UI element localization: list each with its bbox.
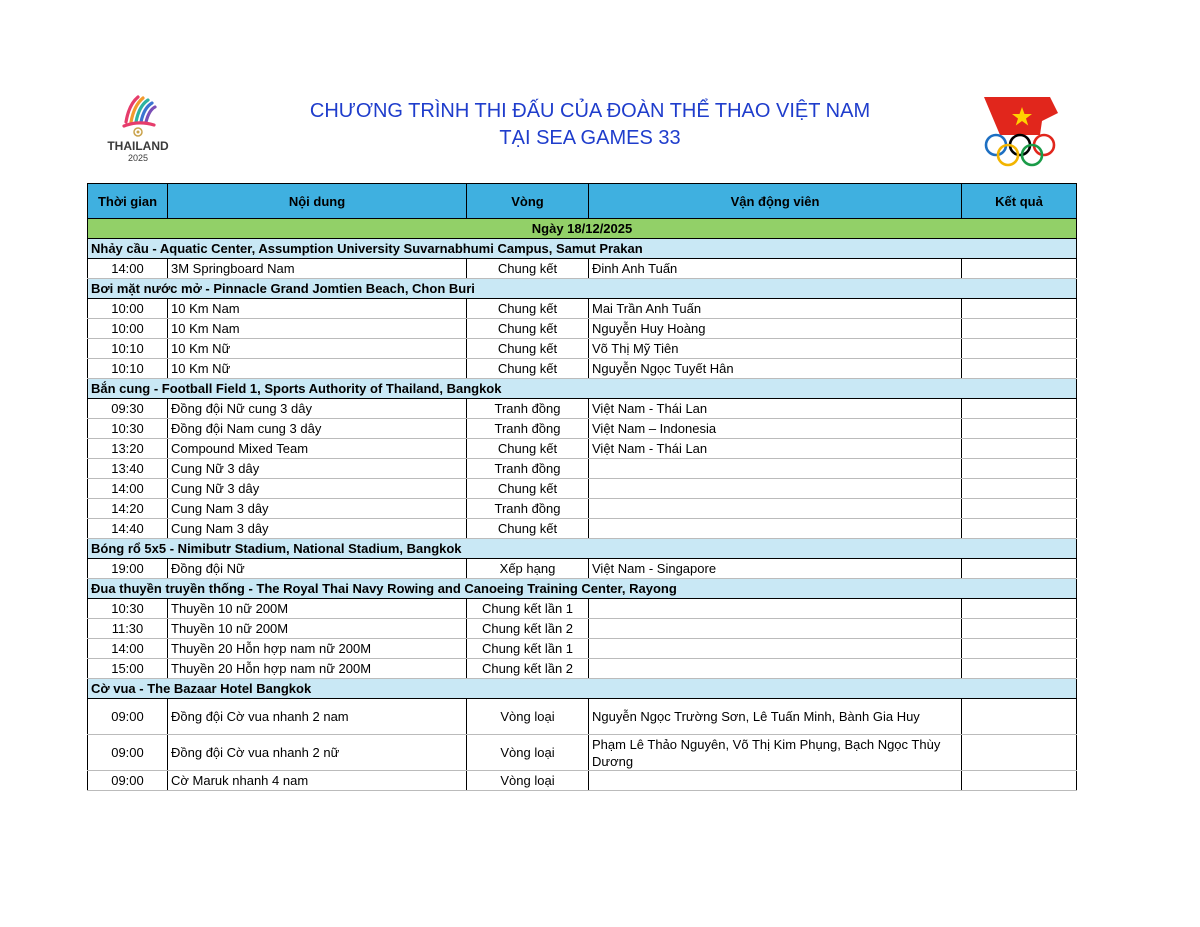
event-athlete: [589, 599, 962, 619]
section-title: Cờ vua - The Bazaar Hotel Bangkok: [88, 679, 1077, 699]
event-athlete: Phạm Lê Thảo Nguyên, Võ Thị Kim Phụng, Bạch Ngọc Thùy Dương: [589, 735, 962, 771]
page-title: [200, 98, 980, 152]
event-time: 14:00: [88, 639, 168, 659]
event-time: 14:40: [88, 519, 168, 539]
table-row: [88, 559, 1077, 579]
event-round: Chung kết lần 1: [467, 639, 589, 659]
column-header-round: Vòng: [467, 184, 589, 219]
event-round: Chung kết lần 2: [467, 619, 589, 639]
sea-games-thailand-logo: [98, 92, 178, 166]
table-row: [88, 699, 1077, 735]
event-time: 09:00: [88, 771, 168, 791]
event-round: Tranh đồng: [467, 419, 589, 439]
table-row: [88, 319, 1077, 339]
column-header-content: Nội dung: [168, 184, 467, 219]
event-time: 11:30: [88, 619, 168, 639]
event-athlete: Đinh Anh Tuấn: [589, 259, 962, 279]
column-header-time: Thời gian: [88, 184, 168, 219]
column-header-result: Kết quả: [962, 184, 1077, 219]
table-header-row: [88, 184, 1077, 219]
event-content: 10 Km Nữ: [168, 359, 467, 379]
day-label: Ngày 18/12/2025: [88, 219, 1077, 239]
logo-text: THAILAND: [107, 139, 169, 153]
event-result: [962, 319, 1077, 339]
section-row: [88, 679, 1077, 699]
event-athlete: Võ Thị Mỹ Tiên: [589, 339, 962, 359]
event-result: [962, 459, 1077, 479]
event-result: [962, 659, 1077, 679]
event-athlete: [589, 639, 962, 659]
table-row: [88, 479, 1077, 499]
table-row: [88, 599, 1077, 619]
table-row: [88, 399, 1077, 419]
table-row: [88, 499, 1077, 519]
event-athlete: Việt Nam – Indonesia: [589, 419, 962, 439]
event-time: 14:20: [88, 499, 168, 519]
event-round: Chung kết: [467, 259, 589, 279]
event-round: Xếp hạng: [467, 559, 589, 579]
event-content: Đồng đội Cờ vua nhanh 2 nam: [168, 699, 467, 735]
event-athlete: [589, 619, 962, 639]
event-content: 10 Km Nữ: [168, 339, 467, 359]
event-result: [962, 419, 1077, 439]
table-row: [88, 459, 1077, 479]
table-row: [88, 735, 1077, 771]
event-round: Vòng loại: [467, 735, 589, 771]
event-athlete: Nguyễn Ngọc Trường Sơn, Lê Tuấn Minh, Bành Gia Huy: [589, 699, 962, 735]
event-result: [962, 339, 1077, 359]
event-time: 13:40: [88, 459, 168, 479]
event-result: [962, 735, 1077, 771]
event-round: Chung kết: [467, 479, 589, 499]
event-result: [962, 771, 1077, 791]
event-time: 14:00: [88, 259, 168, 279]
table-row: [88, 359, 1077, 379]
event-athlete: [589, 519, 962, 539]
event-time: 10:10: [88, 339, 168, 359]
event-content: Cung Nam 3 dây: [168, 519, 467, 539]
event-time: 09:30: [88, 399, 168, 419]
event-content: Cung Nữ 3 dây: [168, 479, 467, 499]
event-result: [962, 639, 1077, 659]
event-athlete: Việt Nam - Thái Lan: [589, 439, 962, 459]
event-content: Đồng đội Nữ: [168, 559, 467, 579]
event-content: Thuyền 10 nữ 200M: [168, 599, 467, 619]
section-row: [88, 539, 1077, 559]
vietnam-olympic-logo: [980, 95, 1064, 169]
event-time: 09:00: [88, 699, 168, 735]
event-round: Chung kết lần 2: [467, 659, 589, 679]
event-content: Đồng đội Cờ vua nhanh 2 nữ: [168, 735, 467, 771]
event-content: Thuyền 20 Hỗn hợp nam nữ 200M: [168, 639, 467, 659]
event-athlete: [589, 459, 962, 479]
event-round: Vòng loại: [467, 771, 589, 791]
event-content: Cờ Maruk nhanh 4 nam: [168, 771, 467, 791]
section-title: Bơi mặt nước mở - Pinnacle Grand Jomtien Beach, Chon Buri: [88, 279, 1077, 299]
event-content: 10 Km Nam: [168, 299, 467, 319]
event-round: Chung kết: [467, 439, 589, 459]
table-row: [88, 771, 1077, 791]
section-row: [88, 379, 1077, 399]
event-time: 10:30: [88, 599, 168, 619]
table-row: [88, 519, 1077, 539]
event-result: [962, 499, 1077, 519]
event-content: 10 Km Nam: [168, 319, 467, 339]
section-title: Bắn cung - Football Field 1, Sports Authority of Thailand, Bangkok: [88, 379, 1077, 399]
section-row: [88, 239, 1077, 259]
event-result: [962, 399, 1077, 419]
day-row: [88, 219, 1077, 239]
event-round: Chung kết: [467, 339, 589, 359]
event-athlete: Nguyễn Ngọc Tuyết Hân: [589, 359, 962, 379]
table-row: [88, 639, 1077, 659]
event-content: Compound Mixed Team: [168, 439, 467, 459]
event-time: 14:00: [88, 479, 168, 499]
schedule-table: [87, 183, 1077, 791]
event-athlete: Việt Nam - Thái Lan: [589, 399, 962, 419]
event-time: 15:00: [88, 659, 168, 679]
event-athlete: [589, 771, 962, 791]
section-row: [88, 279, 1077, 299]
section-row: [88, 579, 1077, 599]
event-content: Cung Nam 3 dây: [168, 499, 467, 519]
event-result: [962, 619, 1077, 639]
schedule-body: [88, 219, 1077, 791]
event-content: Thuyền 20 Hỗn hợp nam nữ 200M: [168, 659, 467, 679]
table-row: [88, 339, 1077, 359]
table-row: [88, 299, 1077, 319]
vietnam-flag-olympic-rings-icon: [980, 95, 1064, 169]
event-athlete: Mai Trần Anh Tuấn: [589, 299, 962, 319]
event-time: 19:00: [88, 559, 168, 579]
event-result: [962, 259, 1077, 279]
event-round: Chung kết: [467, 519, 589, 539]
event-result: [962, 479, 1077, 499]
table-row: [88, 259, 1077, 279]
table-row: [88, 419, 1077, 439]
event-content: Cung Nữ 3 dây: [168, 459, 467, 479]
event-time: 10:00: [88, 319, 168, 339]
event-content: 3M Springboard Nam: [168, 259, 467, 279]
event-athlete: [589, 479, 962, 499]
event-athlete: Nguyễn Huy Hoàng: [589, 319, 962, 339]
table-row: [88, 439, 1077, 459]
event-result: [962, 359, 1077, 379]
event-time: 10:30: [88, 419, 168, 439]
event-content: Đồng đội Nam cung 3 dây: [168, 419, 467, 439]
event-result: [962, 599, 1077, 619]
section-title: Nhảy cầu - Aquatic Center, Assumption University Suvarnabhumi Campus, Samut Prakan: [88, 239, 1077, 259]
event-result: [962, 439, 1077, 459]
event-result: [962, 559, 1077, 579]
logo-year: 2025: [127, 153, 149, 163]
event-time: 13:20: [88, 439, 168, 459]
event-athlete: [589, 499, 962, 519]
column-header-athlete: Vận động viên: [589, 184, 962, 219]
event-time: 10:00: [88, 299, 168, 319]
title-line-1: CHƯƠNG TRÌNH THI ĐẤU CỦA ĐOÀN THỂ THAO VIỆT NAM: [309, 100, 871, 122]
event-round: Vòng loại: [467, 699, 589, 735]
table-row: [88, 659, 1077, 679]
event-time: 10:10: [88, 359, 168, 379]
event-round: Chung kết lần 1: [467, 599, 589, 619]
event-round: Chung kết: [467, 359, 589, 379]
event-result: [962, 299, 1077, 319]
event-result: [962, 519, 1077, 539]
event-content: Đồng đội Nữ cung 3 dây: [168, 399, 467, 419]
event-round: Chung kết: [467, 299, 589, 319]
event-athlete: [589, 659, 962, 679]
event-result: [962, 699, 1077, 735]
event-round: Tranh đồng: [467, 399, 589, 419]
title-line-2: TẠI SEA GAMES 33: [499, 127, 681, 149]
event-round: Tranh đồng: [467, 499, 589, 519]
section-title: Bóng rổ 5x5 - Nimibutr Stadium, National Stadium, Bangkok: [88, 539, 1077, 559]
event-round: Chung kết: [467, 319, 589, 339]
event-round: Tranh đồng: [467, 459, 589, 479]
event-time: 09:00: [88, 735, 168, 771]
event-content: Thuyền 10 nữ 200M: [168, 619, 467, 639]
table-row: [88, 619, 1077, 639]
event-athlete: Việt Nam - Singapore: [589, 559, 962, 579]
section-title: Đua thuyền truyền thống - The Royal Thai Navy Rowing and Canoeing Training Center, Rayong: [88, 579, 1077, 599]
